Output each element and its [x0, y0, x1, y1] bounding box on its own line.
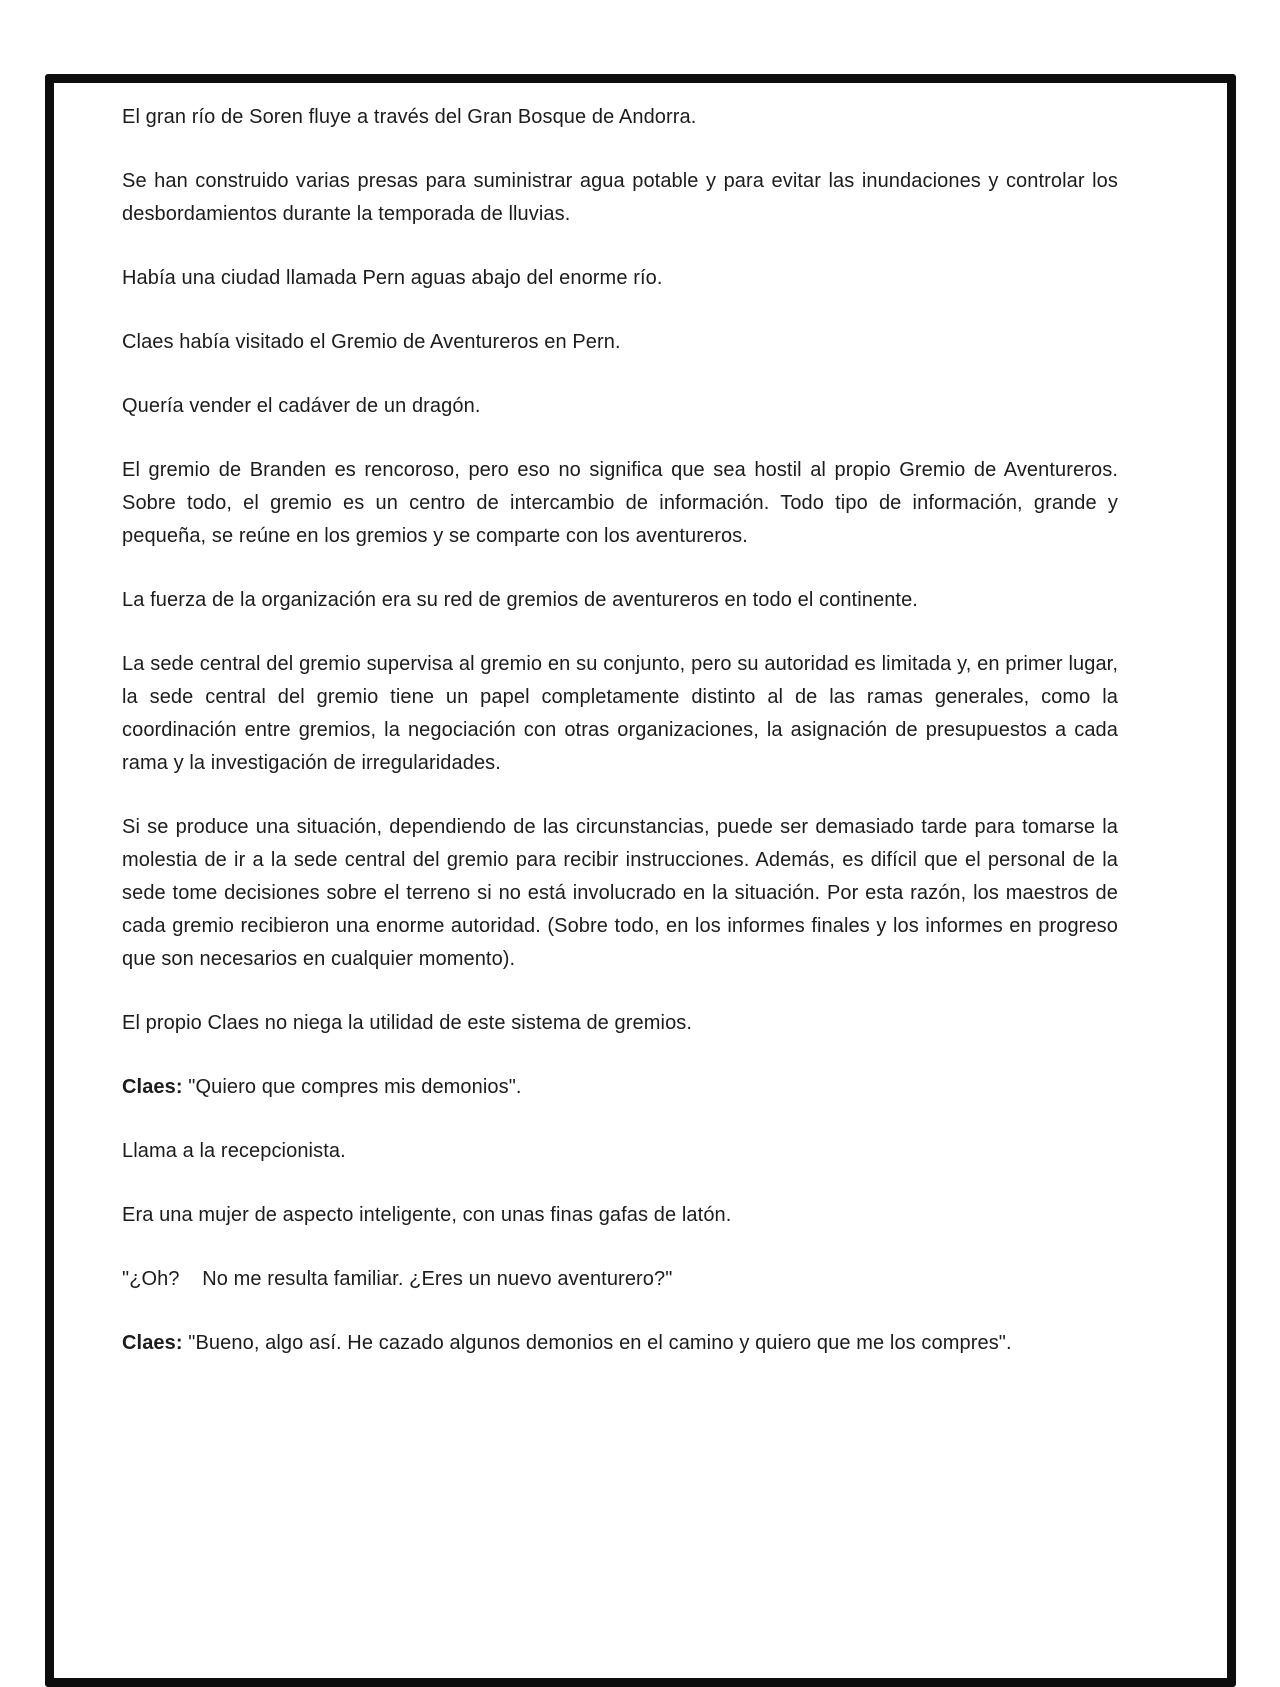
paragraph: El propio Claes no niega la utilidad de este sistema de gremios. [122, 1012, 693, 1034]
paragraph: Claes: "Bueno, algo así. He cazado algunos demonios en el camino y quiero que me los compres". [122, 1332, 1012, 1354]
paragraph: Era una mujer de aspecto inteligente, con unas finas gafas de latón. [122, 1204, 732, 1226]
paragraph: La fuerza de la organización era su red de gremios de aventureros en todo el continente. [122, 589, 918, 611]
paragraph: Llama a la recepcionista. [122, 1140, 346, 1162]
speaker-label: Claes: [122, 1076, 183, 1098]
paragraph: Claes había visitado el Gremio de Aventureros en Pern. [122, 331, 621, 353]
paragraph: Había una ciudad llamada Pern aguas abajo del enorme río. [122, 267, 663, 289]
paragraph: El gremio de Branden es rencoroso, pero eso no significa que sea hostil al propio Gremio de Aventureros. Sobre todo, el gremio es un centro de intercambio de información. Todo tipo de información, grande y pequeña, se reúne en los gremios y se comparte con los aventureros. [122, 459, 1118, 547]
paragraph: Quería vender el cadáver de un dragón. [122, 395, 481, 417]
paragraph: Se han construido varias presas para suministrar agua potable y para evitar las inundaciones y controlar los desbordamientos durante la temporada de lluvias. [122, 170, 1118, 225]
paragraph: "¿Oh? No me resulta familiar. ¿Eres un nuevo aventurero?" [122, 1268, 673, 1290]
page-border-frame [45, 74, 1236, 1687]
document-body [122, 101, 1118, 1391]
speaker-label: Claes: [122, 1332, 183, 1354]
paragraph: Claes: "Quiero que compres mis demonios". [122, 1076, 522, 1098]
paragraph: La sede central del gremio supervisa al gremio en su conjunto, pero su autoridad es limitada y, en primer lugar, la sede central del gremio tiene un papel completamente distinto al de las ramas generales, como la coordinación entre gremios, la negociación con otras organizaciones, la asignación de presupuestos a cada rama y la investigación de irregularidades. [122, 653, 1118, 774]
paragraph: El gran río de Soren fluye a través del Gran Bosque de Andorra. [122, 106, 697, 128]
paragraph: Si se produce una situación, dependiendo de las circunstancias, puede ser demasiado tarde para tomarse la molestia de ir a la sede central del gremio para recibir instrucciones. Además, es difícil que el personal de la sede tome decisiones sobre el terreno si no está involucrado en la situación. Por esta razón, los maestros de cada gremio recibieron una enorme autoridad. (Sobre todo, en los informes finales y los informes en progreso que son necesarios en cualquier momento). [122, 816, 1118, 970]
